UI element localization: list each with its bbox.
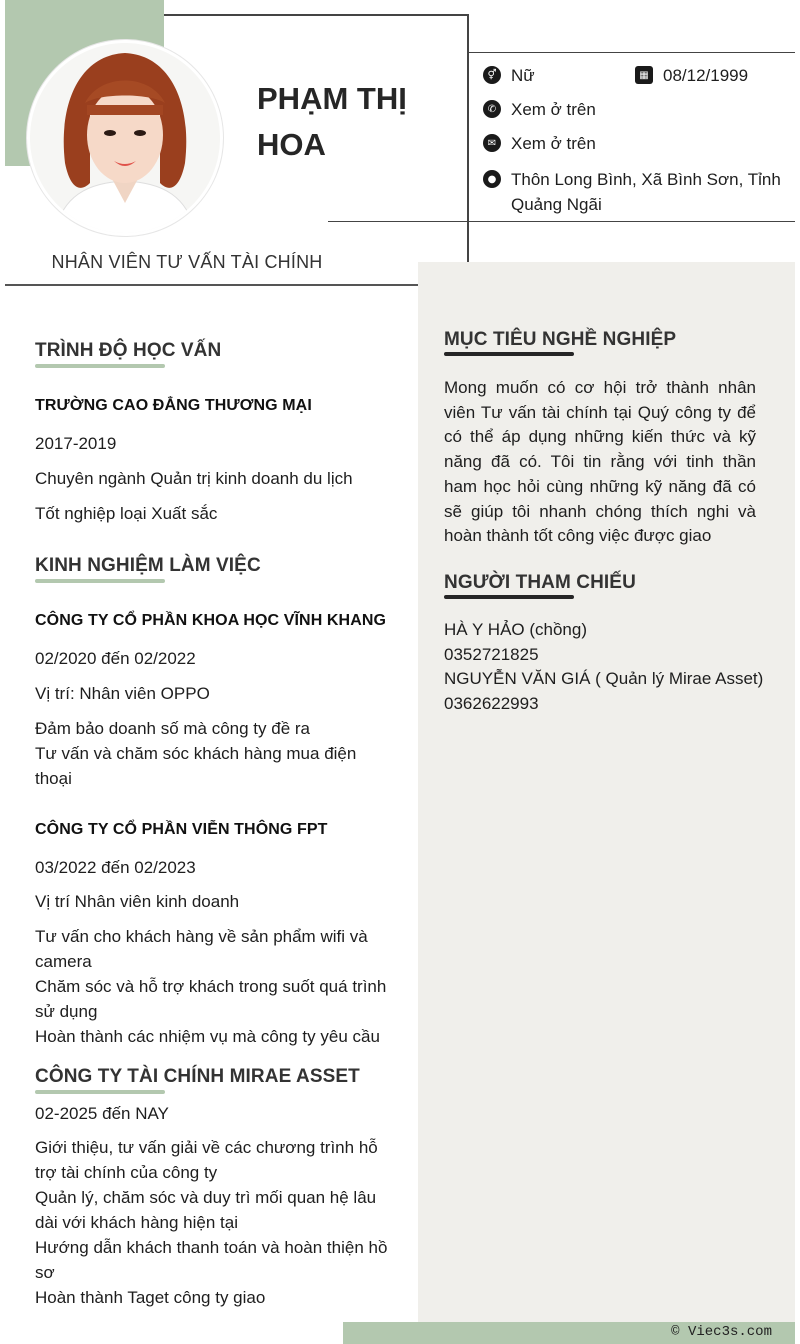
footer-watermark: © Viec3s.com [671,1324,772,1340]
references-list [444,618,784,716]
references-heading: NGƯỜI THAM CHIẾU [444,572,636,593]
reference-line: 0362622993 [444,693,539,713]
contact-top-rule [468,52,795,53]
job-period: 02-2025 đến NAY [35,1104,169,1123]
job-company: CÔNG TY CỔ PHẦN KHOA HỌC VĨNH KHANG [35,612,387,629]
email-row [483,131,596,156]
objective-heading: MỤC TIÊU NGHỀ NGHIỆP [444,329,677,350]
reference-line: NGUYỄN VĂN GIÁ ( Quản lý Mirae Asset) [444,669,764,688]
duty-item: Đảm bảo doanh số mà công ty đề ra [35,719,310,738]
email-value: Xem ở trên [511,134,596,153]
duty-item: Tư vấn cho khách hàng về sản phẩm wifi và camera [35,927,368,971]
job-duties [35,716,385,791]
experience-heading: KINH NGHIỆM LÀM VIỆC [35,555,261,576]
job-company-heading: CÔNG TY TÀI CHÍNH MIRAE ASSET [35,1066,360,1087]
objective-heading-underline [444,352,574,356]
job-position: Vị trí: Nhân viên OPPO [35,684,210,703]
duty-item: Hoàn thành Taget công ty giao [35,1288,266,1307]
duty-item: Tư vấn và chăm sóc khách hàng mua điện thoại [35,744,357,788]
phone-icon: ✆ [483,100,501,118]
education-grade: Tốt nghiệp loại Xuất sắc [35,504,218,523]
avatar-photo [30,43,220,233]
header-bottom-rule [5,284,418,286]
objective-text: Mong muốn có cơ hội trở thành nhân viên Tư vấn tài chính tại Quý công ty để có thể áp dụng những kiến thức và kỹ năng đã có. Tôi tin rằng với tinh thần ham học hỏi cùng những kỹ năng đã có sẽ giúp tôi nhanh chóng thích nghi và hoàn thành tốt công việc được giao [444,378,756,546]
phone-row [483,97,596,122]
duty-item: Hướng dẫn khách thanh toán và hoàn thiện hồ sơ [35,1238,388,1282]
name-bottom-rule [328,221,795,222]
job-title: NHÂN VIÊN TƯ VẤN TÀI CHÍNH [51,252,323,272]
avatar [27,40,223,236]
address-row [483,167,783,217]
reference-line: 0352721825 [444,644,539,664]
gender-row [483,63,535,88]
email-icon: ✉ [483,134,501,152]
reference-line: HÀ Y HẢO (chồng) [444,620,587,639]
job-duties [35,924,390,1049]
education-heading-underline [35,364,165,368]
job-duties [35,1135,390,1310]
education-years: 2017-2019 [35,434,117,453]
education-major: Chuyên ngành Quản trị kinh doanh du lịch [35,469,353,488]
gender-icon: ⚥ [483,66,501,84]
duty-item: Quản lý, chăm sóc và duy trì mối quan hệ lâu dài với khách hàng hiện tại [35,1188,377,1232]
gender-value: Nữ [511,66,535,85]
duty-item: Giới thiệu, tư vấn giải về các chương trình hỗ trợ tài chính của công ty [35,1138,378,1182]
full-name: PHẠM THỊ HOA [257,81,407,162]
birthday-row [635,63,748,88]
job-period: 03/2022 đến 02/2023 [35,858,196,877]
birthday-value: 08/12/1999 [663,66,749,85]
job-period: 02/2020 đến 02/2022 [35,649,196,668]
education-heading: TRÌNH ĐỘ HỌC VẤN [35,340,222,361]
school-name: TRƯỜNG CAO ĐẲNG THƯƠNG MẠI [35,397,312,414]
header-frame-line [164,14,468,16]
duty-item: Chăm sóc và hỗ trợ khách trong suốt quá trình sử dụng [35,977,387,1021]
phone-value: Xem ở trên [511,100,596,119]
location-icon: ● [483,170,501,188]
duty-item: Hoàn thành các nhiệm vụ mà công ty yêu cầu [35,1027,380,1046]
address-value: Thôn Long Bình, Xã Bình Sơn, Tỉnh Quảng Ngãi [511,170,781,214]
job-company: CÔNG TY CỔ PHẦN VIỄN THÔNG FPT [35,821,328,838]
references-heading-underline [444,595,574,599]
job-company-underline [35,1090,165,1094]
experience-heading-underline [35,579,165,583]
calendar-icon: ▦ [635,66,653,84]
job-position: Vị trí Nhân viên kinh doanh [35,892,240,911]
